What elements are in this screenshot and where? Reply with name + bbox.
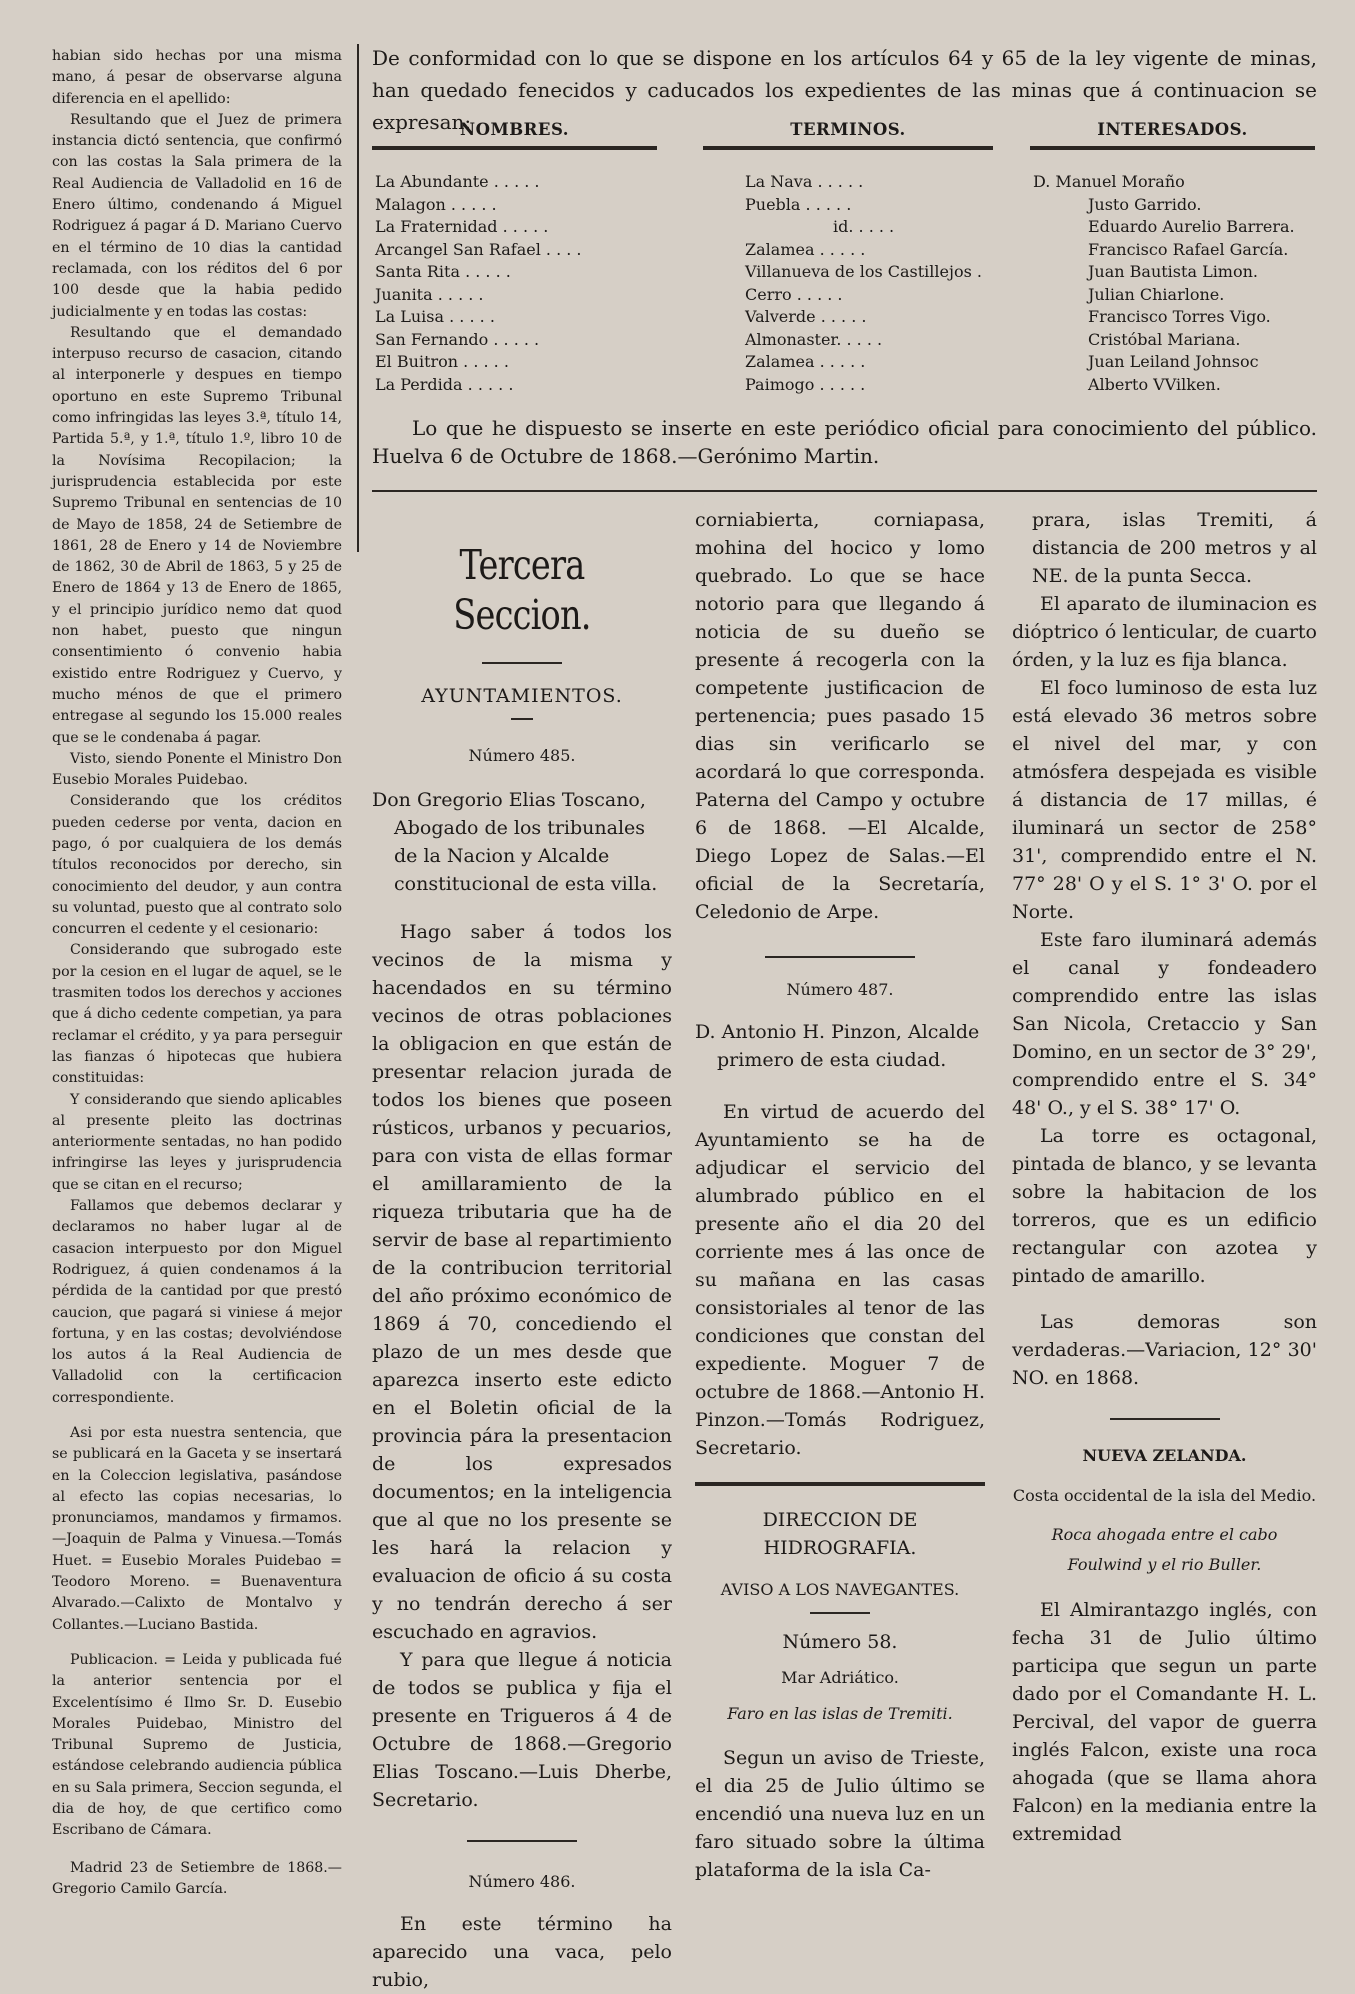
paragraph: Este faro iluminará además el canal y fondeadero comprendido entre las islas San Nicola, Cretaccio y San Domino, en un sector de 3° 29', comprendido entre el S. 34° 48' O., y el S. 38° 17' O. — [1012, 929, 1317, 1119]
paragraph: corniabierta, corniapasa, mohina del hocico y lomo quebrado. Lo que se hace notorio para que llegando á noticia de su dueño se presente á recogerla con la competente justificacion de pertenencia; pues pasado 15 dias sin verificarlo se acordará lo que corresponda. Paterna del Campo y octubre 6 de 1868. —El Alcalde, Diego Lopez de Salas.—El oficial de la Secretaría, Celedonio de Arpe. — [695, 509, 985, 923]
list-item: Julian Chiarlone. — [1088, 284, 1225, 304]
list-item: Zalamea . . . . . — [745, 239, 866, 259]
paragraph: Considerando que los créditos pueden cederse por venta, dacion en pago, ó por cualquiera de los demás títulos reconocidos por derecho, sin conocimiento del deudor, y aun contra su voluntad, puesto que al contrato solo concurren el cedente y el cesionario: — [52, 793, 342, 938]
list-item: Zalamea . . . . . — [745, 352, 866, 371]
paragraph: La torre es octagonal, pintada de blanco, y se levanta sobre la habitacion de los torreros, que es un edificio rectangular con azotea y pintado de amarillo. — [1012, 1125, 1317, 1287]
paragraph: Y considerando que siendo aplicables al presente pleito las doctrinas anteriormente sentadas, no han podido infringirse las leyes y jurisprudencia que se citan en el recurso; — [52, 1091, 342, 1193]
list-item: Justo Garrido. — [1088, 194, 1202, 214]
paragraph: Publicacion. = Leida y publicada fué la anterior sentencia por el Excelentísimo é Ilmo Sr. D. Eusebio Morales Puidebao, Ministro del Tribunal Supremo de Justicia, estándose celebrando audiencia pública en su Sala primera, Seccion segunda, el dia de hoy, de que certifico como Escribano de Cámara. — [52, 1651, 342, 1839]
paragraph: El foco luminoso de esta luz está elevado 36 metros sobre el nivel del mar, y con atmósfera despejada es visible á distancia de 17 millas, é iluminará un sector de 258° 31', comprendido entre el N. 77° 28' O y el S. 1° 3' O. por el Norte. — [1012, 677, 1317, 923]
roca-title: Roca ahogada entre el cabo Foulwind y el rio Buller. — [1051, 1525, 1278, 1574]
direccion-title: DIRECCION DE HIDROGRAFIA. — [762, 1509, 918, 1559]
column-divider — [357, 44, 359, 552]
list-item: Arcangel San Rafael . . . . — [375, 239, 582, 259]
paragraph: Resultando que el demandado interpuso recurso de casacion, citando al interponerle y despues en tiempo oportuno en este Supremo Tribunal como infringidas las leyes 3.ª, título 14, Partida 5.ª, y 1.ª, título 1.º, libro 10 de la Novísima Recopilacion; la jurisprudencia establecida por este Supremo Tribunal en sentencias de 10 de Mayo de 1858, 24 de Setiembre de 1861, 28 de Enero y 14 de Noviembre de 1862, 30 de Abril de 1863, 5 y 25 de Enero de 1864 y 13 de Enero de 1865, y el principio jurídico nemo dat quod non habet, puesto que ningun consentimiento ó convenio habia existido entre Rodriguez y Cuervo, y mucho ménos de que el primero entregase al segundo los 15.000 reales que se le condenaba á pagar. — [52, 324, 342, 746]
paragraph: Resultando que el Juez de primera instancia dictó sentencia, que confirmó con las costas la Sala primera de la Real Audiencia de Valladolid en 16 de Enero último, condenando á Miguel Rodriguez á pagar á D. Mariano Cuervo en el término de 10 dias la cantidad reclamada, con los réditos del 6 por 100 desde que la habia pedido judicialmente y en todas las costas: — [52, 111, 342, 320]
left-column-sentence-text — [52, 46, 342, 1900]
list-item: La Fraternidad . . . . . — [375, 217, 549, 236]
list-item: Eduardo Aurelio Barrera. — [1088, 217, 1295, 236]
costa-title: Costa occidental de la isla del Medio. — [1012, 1486, 1317, 1505]
numero-485: Número 485. — [468, 746, 576, 765]
list-item: La Luisa . . . . . — [375, 307, 495, 326]
aviso-title: AVISO A LOS NAVEGANTES. — [720, 1580, 960, 1599]
list-item: La Nava . . . . . — [745, 172, 864, 191]
nueva-zelanda-title: NUEVA ZELANDA. — [1082, 1446, 1247, 1465]
list-item: Cerro . . . . . — [745, 284, 843, 304]
list-item: Juan Leiland Johnsoc — [1088, 352, 1259, 371]
toscano-header: Don Gregorio Elias Toscano, Abogado de los tribunales de la Nacion y Alcalde constitucional de esta villa. — [372, 789, 658, 895]
paragraph: Asi por esta nuestra sentencia, que se publicará en la Gaceta y se insertará en la Coleccion legislativa, pasándose al efecto las copias necesarias, lo pronunciamos, mandamos y firmamos.—Joaquin de Palma y Vinuesa.—Tomás Huet. = Eusebio Morales Puidebao = Teodoro Moreno. = Buenaventura Alvarado.—Calixto de Montalvo y Collantes.—Luciano Bastida. — [52, 1425, 342, 1633]
column-middle — [695, 506, 985, 1884]
paragraph: El aparato de iluminacion es dióptrico ó lenticular, de cuarto órden, y la luz es fija blanca. — [1012, 593, 1317, 671]
paragraph: Hago saber á todos los vecinos de la misma y hacendados en su término vecinos de otras poblaciones la obligacion en que están de presentar relacion jurada de todos los bienes que poseen rústicos, urbanos y pecuarios, para con vista de ellas formar el amillaramiento de la riqueza tributaria que ha de servir de base al repartimiento de la contribucion territorial del año próximo económico de 1869 á 70, concediendo el plazo de un mes desde que aparezca inserto este edicto en el Boletin oficial de la provincia pára la presentacion de los expresados documentos; en la inteligencia que al que no los presente se les hará la relacion y evaluacion de oficio á su costa y no tendrán derecho á ser escuchado en agravios. — [372, 921, 672, 1643]
list-item: Almonaster. . . . . — [745, 329, 883, 349]
list-terminos — [745, 171, 1015, 396]
list-item: Santa Rita . . . . . — [375, 262, 511, 281]
paragraph: Fallamos que debemos declarar y declaramos no haber lugar al de casacion interpuesto por don Miguel Rodriguez, á quien condenamos á la pérdida de la cantidad por que prestó caucion, que pagará si viniese á mejor fortuna, y en las costas; devolviéndose los autos á la Real Audiencia de Valladolid con la certificacion correspondiente. — [52, 1198, 342, 1406]
paragraph: En este término ha aparecido una vaca, pelo rubio, — [372, 1913, 672, 1991]
list-nombres — [375, 171, 660, 396]
faro-title: Faro en las islas de Tremiti. — [727, 1704, 953, 1723]
subtitle: AYUNTAMIENTOS. — [421, 685, 623, 707]
list-item: Puebla . . . . . — [745, 194, 852, 214]
paragraph: Segun un aviso de Trieste, el dia 25 de Julio último se encendió una nueva luz en un faro situado sobre la última plataforma de la isla Ca- — [695, 1747, 985, 1881]
column-right — [1012, 506, 1317, 1848]
column-ayuntamientos — [372, 508, 672, 1994]
list-interesados — [1033, 171, 1318, 396]
paragraph: En virtud de acuerdo del Ayuntamiento se ha de adjudicar el servicio del alumbrado público en el presente año el dia 20 del corriente mes á las once de su mañana en las casas consistoriales al tenor de las condiciones que constan del expediente. Moguer 7 de octubre de 1868.—Antonio H. Pinzon.—Tomás Rodriguez, Secretario. — [695, 1101, 985, 1459]
paragraph: Considerando que subrogado este por la cesion en el lugar de aquel, se le trasmiten todos los derechos y acciones que á dicho cedente competian, ya para reclamar el crédito, y ya para perseguir las fianzas ó hipotecas que hubiera constituidas: — [52, 942, 342, 1087]
list-item: D. Manuel Moraño — [1033, 172, 1185, 191]
list-item: Francisco Rafael García. — [1088, 239, 1289, 259]
numero-486: Número 486. — [468, 1872, 576, 1891]
list-item: Villanueva de los Castillejos . — [745, 262, 982, 281]
list-item: La Perdida . . . . . — [375, 374, 514, 394]
list-item: Paimogo . . . . . — [745, 374, 866, 394]
numero-58: Número 58. — [782, 1631, 898, 1653]
list-item: id. . . . . — [833, 217, 895, 236]
paragraph: Las demoras son verdaderas.—Variacion, 12° 30' NO. en 1868. — [1012, 1311, 1317, 1389]
list-item: Malagon . . . . . — [375, 194, 497, 214]
header-interesados: INTERESADOS. — [1030, 120, 1315, 150]
signature: Madrid 23 de Setiembre de 1868.—Gregorio Camilo García. — [52, 1859, 342, 1897]
paragraph: Visto, siendo Ponente el Ministro Don Eusebio Morales Puidebao. — [52, 750, 342, 789]
header-terminos: TERMINOS. — [703, 120, 993, 150]
pinzon-header: D. Antonio H. Pinzon, Alcalde primero de esta ciudad. — [695, 1021, 980, 1071]
numero-487: Número 487. — [786, 980, 894, 999]
paragraph: prara, islas Tremiti, á distancia de 200 metros y al NE. de la punta Secca. — [1032, 509, 1317, 587]
list-item: Juanita . . . . . — [375, 284, 484, 304]
list-item: Juan Bautista Limon. — [1088, 262, 1258, 281]
mines-notice-closing: Lo que he dispuesto se inserte en este periódico oficial para conocimiento del público. Huelva 6 de Octubre de 1868.—Gerónimo Martin. — [372, 416, 1317, 468]
paragraph: habian sido hechas por una misma mano, á pesar de observarse alguna diferencia en el apellido: — [52, 48, 342, 107]
paragraph: Y para que llegue á noticia de todos se publica y fija el presente en Trigueros á 4 de Octubre de 1868.—Gregorio Elias Toscano.—Luis Dherbe, Secretario. — [372, 1649, 672, 1811]
mar-title: Mar Adriático. — [781, 1668, 899, 1687]
paragraph: El Almirantazgo inglés, con fecha 31 de Julio último participa que segun un parte dado por el Comandante H. L. Percival, del vapor de guerra inglés Falcon, existe una roca ahogada (que se llama ahora Falcon) en la mediania entre la extremidad — [1012, 1599, 1317, 1845]
list-item: Francisco Torres Vigo. — [1088, 307, 1271, 326]
list-item: El Buitron . . . . . — [375, 352, 509, 371]
list-item: Cristóbal Mariana. — [1088, 329, 1241, 349]
list-item: San Fernando . . . . . — [375, 329, 540, 349]
section-title: Tercera Seccion. — [453, 541, 591, 639]
section-divider — [372, 490, 1317, 492]
mines-notice-intro: De conformidad con lo que se dispone en los artículos 64 y 65 de la ley vigente de minas, han quedado fenecidos y caducados los expedientes de las minas que á continuacion se expresan: — [372, 46, 1317, 134]
list-item: Alberto VVilken. — [1088, 374, 1221, 394]
list-item: La Abundante . . . . . — [375, 172, 540, 191]
list-item: Valverde . . . . . — [745, 307, 867, 326]
header-nombres: NOMBRES. — [372, 120, 657, 150]
